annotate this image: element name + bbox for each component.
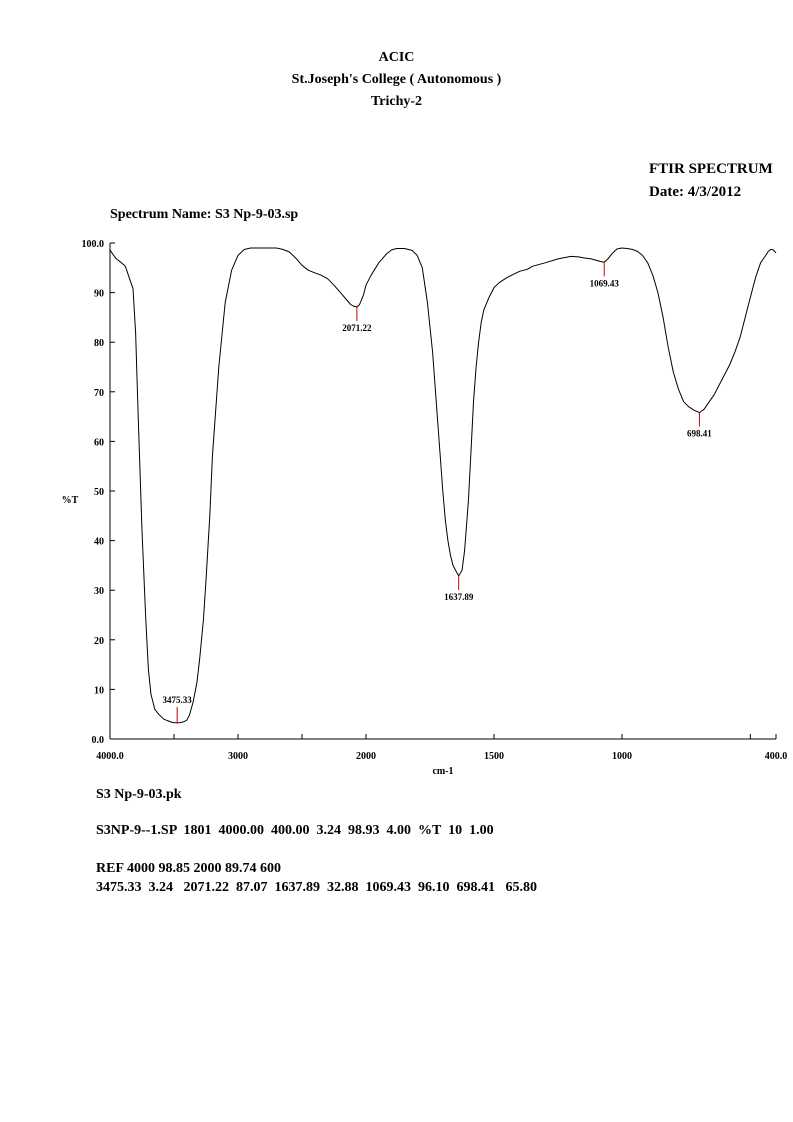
y-tick-label: 0.0: [91, 735, 104, 746]
peak-label: 1069.43: [589, 278, 619, 289]
y-tick-label: 30: [94, 586, 104, 598]
x-axis-label: cm-1: [432, 766, 454, 777]
city-name: Trichy-2: [370, 94, 423, 109]
y-tick-label: 20: [94, 635, 104, 647]
x-tick-label: 4000.0: [96, 751, 124, 762]
peak-table-line: 3475.33 3.24 2071.22 87.07 1637.89 32.88 1069.43 96.10 698.41 65.80: [96, 880, 537, 895]
x-tick-label: 2000: [356, 751, 376, 762]
scan-parameters: S3NP-9--1.SP 1801 4000.00 400.00 3.24 98.93 4.00 %T 10 1.00: [96, 823, 494, 838]
spectrum-type: FTIR SPECTRUM: [649, 161, 773, 177]
y-tick-label: 50: [94, 487, 104, 498]
report-date: Date: 4/3/2012: [649, 184, 742, 200]
y-tick-label: 40: [94, 536, 104, 548]
y-tick-label: 90: [94, 288, 104, 300]
y-tick-label: 100.0: [81, 239, 104, 250]
peak-file-name: S3 Np-9-03.pk: [96, 787, 182, 802]
peak-label: 2071.22: [342, 323, 372, 334]
chart-axes: [82, 239, 788, 762]
reference-line: REF 4000 98.85 2000 89.74 600: [96, 861, 281, 876]
y-axis-label: %T: [61, 495, 79, 506]
y-tick-label: 70: [94, 387, 104, 399]
peak-label: 1637.89: [444, 591, 474, 602]
peak-markers-layer: [163, 262, 713, 723]
y-tick-label: 80: [94, 338, 104, 350]
y-tick-label: 10: [94, 685, 104, 697]
spectrum-curve-layer: [110, 248, 776, 723]
spectrum-name: Spectrum Name: S3 Np-9-03.sp: [110, 207, 299, 222]
peak-label: 3475.33: [162, 694, 192, 705]
x-tick-label: 1000: [612, 751, 632, 762]
peak-label: 698.41: [687, 428, 712, 439]
spectrum-line: [110, 248, 776, 723]
x-tick-label: 3000: [228, 751, 248, 762]
org-name: ACIC: [378, 50, 415, 65]
college-name: St.Joseph's College ( Autonomous ): [291, 72, 502, 87]
x-tick-label: 400.0: [764, 751, 788, 762]
x-tick-label: 1500: [484, 751, 504, 762]
y-tick-label: 60: [94, 437, 104, 449]
